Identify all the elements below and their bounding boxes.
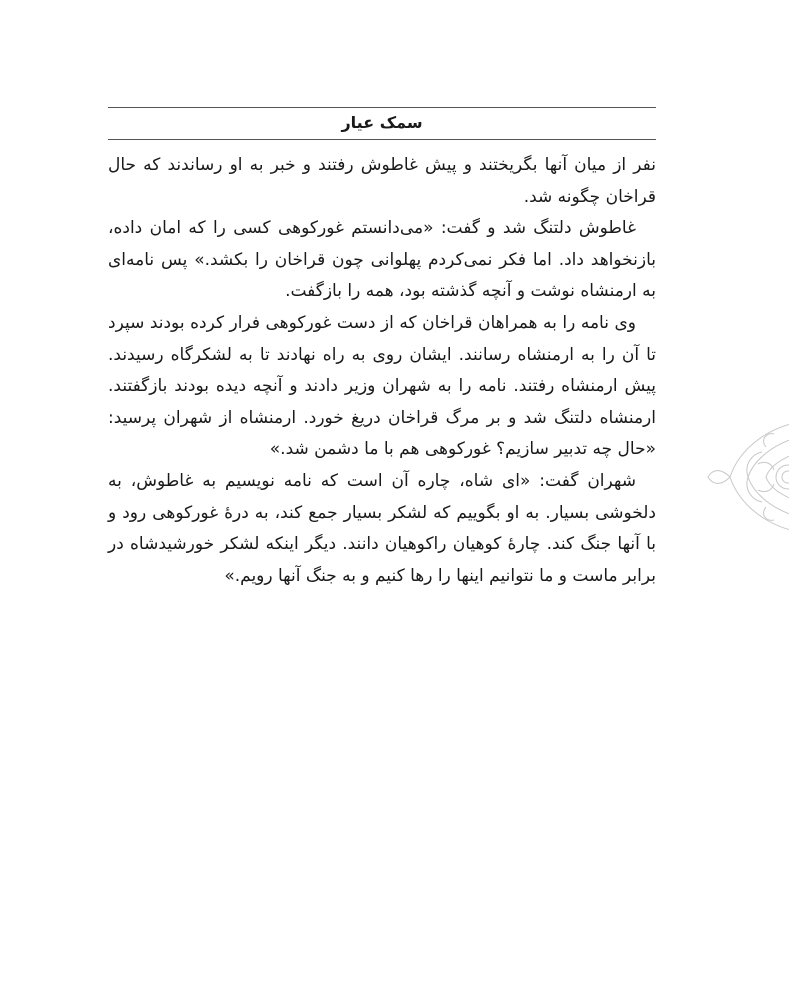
paragraph-1: نفر از میان آنها بگریختند و پیش غاطوش رفتند و خبر به او رساندند که حال قراخان چگونه شد. xyxy=(108,155,656,207)
running-head: سمک عیار xyxy=(341,113,423,132)
paragraph-2: غاطوش دلتنگ شد و گفت: «می‌دانستم غورکوهی کسی را که امان داده، بازنخواهد داد. اما فکر نمی‌کردم پهلوانی چون قراخان را بکشد.» پس نامه‌ای به ارمنشاه نوشت و آنچه گذشته بود، همه را بازگفت. xyxy=(108,218,656,302)
arabesque-ornament-icon xyxy=(700,402,789,552)
body-text xyxy=(108,150,656,592)
header-rule-top xyxy=(108,107,656,108)
header-rule-bottom xyxy=(108,139,656,140)
paragraph-3: وی نامه را به همراهان قراخان که از دست غورکوهی فرار کرده بودند سپرد تا آن را به ارمنشاه رسانند. ایشان روی به راه نهادند تا به لشکرگاه رسیدند. پیش ارمنشاه رفتند. نامه را به شهران وزیر دادند و آنچه دیده بودند بازگفتند. ارمنشاه دلتنگ شد و بر مرگ قراخان دریغ خورد. ارمنشاه از شهران پرسید: «حال چه تدبیر سازیم؟ غورکوهی هم با ما دشمن شد.» xyxy=(108,312,656,460)
paragraph-4: شهران گفت: «ای شاه، چاره آن است که نامه نویسیم به غاطوش، به دلخوشی بسیار. به او بگوییم که لشکر بسیار جمع کند، به درهٔ غورکوهی رود و با آنها جنگ کند. چارهٔ کوهیان راکوهیان دانند. دیگر اینکه لشکر خورشیدشاه در برابر ماست و ما نتوانیم اینها را رها کنیم و به جنگ آنها رویم.» xyxy=(108,470,656,586)
